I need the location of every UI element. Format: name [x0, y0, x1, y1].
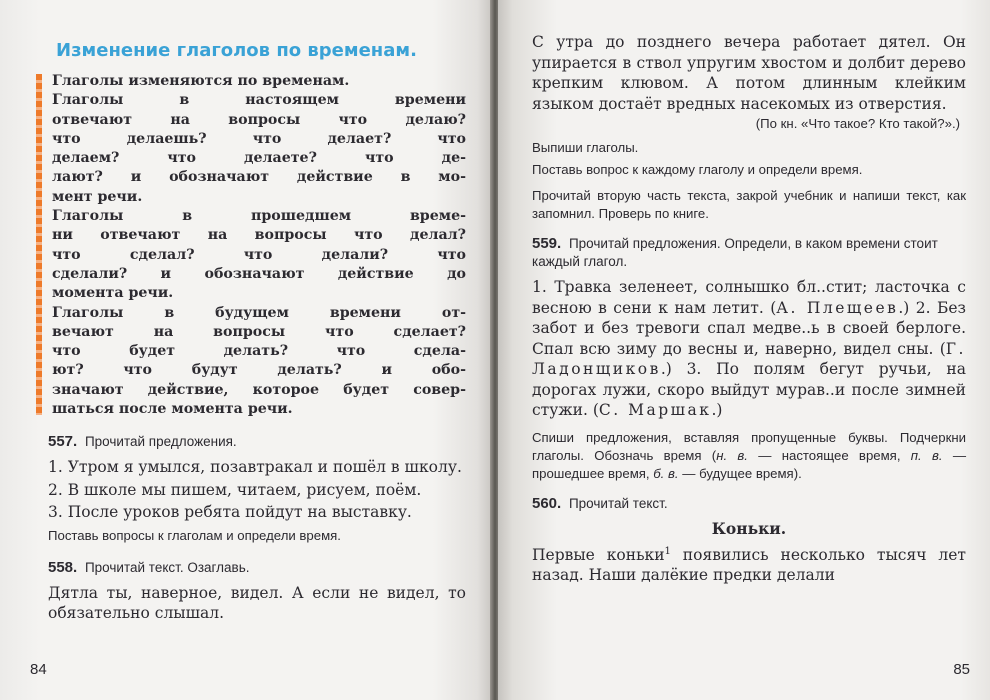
exercise-558-text: Дятла ты, наверное, видел. А если не видел, то обязательно слышал.: [48, 583, 466, 623]
rule-line: Глаголы в прошедшем време-: [52, 208, 466, 225]
sentence-3: 3. После уроков ребята пойдут на выставку.: [48, 503, 412, 522]
exercise-560-text: [532, 542, 966, 586]
text-part: 1. Травка зеленеет, солнышко бл..стит; ласточка с весною в сени к нам летит. (: [532, 278, 966, 317]
rule-text: [52, 72, 466, 419]
rule-line: делаем? что делаете? что де-: [52, 150, 466, 167]
rule-line: отвечают на вопросы что делаю?: [52, 111, 466, 128]
exercise-instruction: Прочитай предложения.: [84, 434, 237, 450]
text-part: .) 2. Без забот и без тревоги спал медве..ь в своей берлоге. Спал всю зиму до весны и, наверно, видел сны. (: [532, 298, 966, 358]
rule-line: ни отвечают на вопросы что делал?: [52, 227, 466, 244]
sentence-2: 2. В школе мы пишем, читаем, рисуем, поём.: [48, 480, 422, 499]
rule-line: ют? что будут делать? и обо-: [52, 362, 466, 379]
author-name: С. Маршак: [598, 401, 712, 419]
rule-line: вечают на вопросы что сделает?: [52, 323, 466, 340]
rule-line: мент речи.: [52, 188, 143, 205]
dyatel-text: С утра до позднего вечера работает дятел. Он упирается в ствол упругим хвостом и долбит дерево крепким клювом. А потом длинным клейким языком достаёт вредных насекомых из отверстия.: [532, 33, 966, 113]
exercise-number: 557.: [48, 433, 78, 451]
rule-line: лают? и обозначают действие в мо-: [52, 169, 466, 186]
abbr-past: п. в.: [910, 447, 943, 463]
rule-line: что будет делать? что сдела-: [52, 343, 466, 360]
text-part: Первые коньки: [532, 545, 665, 564]
page-number-left: 84: [30, 661, 47, 678]
right-page: [498, 0, 990, 700]
exercise-instruction: Прочитай текст. Озаглавь.: [84, 559, 250, 575]
exercise-instruction: Прочитай текст.: [568, 495, 668, 511]
rule-line: значают действие, которое будет совер-: [52, 381, 466, 398]
text-title: Коньки.: [711, 518, 787, 538]
left-page: [0, 0, 492, 700]
section-title: Изменение глаголов по временам.: [56, 40, 417, 61]
rule-line: Глаголы в будущем времени от-: [52, 304, 466, 321]
author-name: Г. Ладонщиков: [532, 339, 966, 378]
sentence-1: 1. Утром я умылся, позавтракал и пошёл в школу.: [48, 458, 462, 477]
exercise-558-header: [48, 559, 466, 577]
exercise-557-task: Поставь вопросы к глаголам и определи время.: [48, 527, 341, 543]
text-part: .) 3. По полям бегут ручьи, на дорогах лужи, скоро выйдут мурав..и после зимней стужи. (: [532, 360, 966, 419]
exercise-instruction: Прочитай предложения. Определи, в каком времени стоит каждый глагол.: [532, 236, 938, 269]
rule-line: что делаешь? что делает? что: [52, 130, 466, 147]
rule-line: сделали? и обозначают действие до: [52, 265, 466, 282]
text-part: появились несколько тысяч лет назад. Наши далёкие предки делали: [532, 545, 966, 585]
task-retell: Прочитай вторую часть текста, закрой учебник и напиши текст, как запомнил. Проверь по книге.: [532, 188, 966, 221]
page-number-right: 85: [953, 661, 970, 678]
exercise-559-header: [532, 235, 966, 271]
exercise-number: 559.: [532, 235, 562, 252]
text-part: — будущее время).: [678, 465, 802, 481]
text-part: — прошедшее время,: [532, 447, 967, 481]
author-name: А. Плещеев: [776, 298, 899, 317]
exercise-559-task: [532, 429, 966, 483]
abbr-present: н. в.: [716, 447, 748, 463]
footnote-marker: 1: [664, 545, 671, 557]
rule-box: [44, 72, 466, 419]
exercise-number: 558.: [48, 558, 78, 576]
text-part: Спиши предложения, вставляя пропущенные буквы. Подчеркни глаголы. Обозначь время (: [532, 429, 966, 463]
text-part: .): [711, 401, 723, 419]
rule-line: что сделал? что делали? что: [52, 246, 466, 263]
task-questions: Поставь вопрос к каждому глаголу и определи время.: [532, 162, 863, 177]
rule-line: момента речи.: [52, 285, 174, 302]
text-part: — настоящее время,: [747, 447, 911, 463]
exercise-number: 560.: [532, 494, 562, 512]
exercise-557-header: [48, 433, 466, 451]
rule-line: Глаголы изменяются по временам.: [52, 73, 350, 89]
task-write-verbs: Выпиши глаголы.: [532, 140, 639, 155]
exercise-560-header: [532, 495, 966, 513]
rule-line: шаться после момента речи.: [52, 401, 293, 418]
abbr-future: б. в.: [653, 465, 679, 481]
rule-line: Глаголы в настоящем времени: [52, 92, 466, 109]
exercise-559-sentences: [532, 277, 966, 421]
rule-stripe: [36, 74, 42, 415]
text-source: (По кн. «Что такое? Кто такой?».): [755, 116, 960, 131]
